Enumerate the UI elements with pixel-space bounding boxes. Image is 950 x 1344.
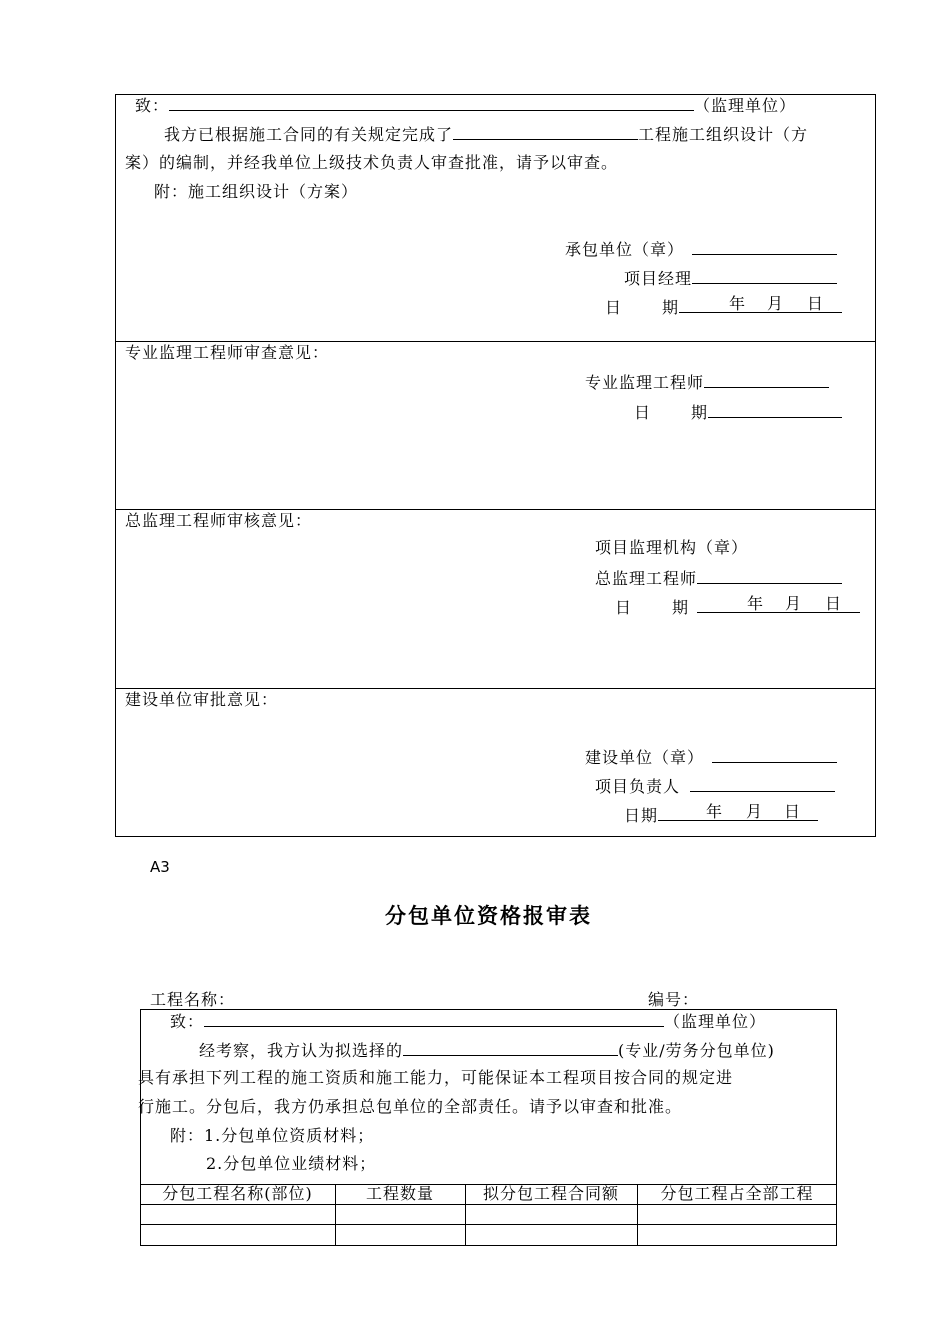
supervision-unit-blank[interactable] xyxy=(169,94,694,111)
subcontract-text-line2: 具有承担下列工程的施工资质和施工能力，可能保证本工程项目按合同的规定进 xyxy=(138,1068,734,1087)
form-code: A3 xyxy=(150,858,170,876)
table-row[interactable] xyxy=(141,1225,836,1245)
section-divider xyxy=(115,688,876,689)
engineer-section-title: 专业监理工程师审查意见： xyxy=(125,343,330,362)
section-divider xyxy=(115,341,876,342)
chief-date-line: 日 期 年 月 日 xyxy=(615,596,860,618)
supervision-unit-blank-2[interactable] xyxy=(204,1010,664,1027)
number-label: 编号： xyxy=(648,990,700,1009)
project-manager-blank[interactable] xyxy=(692,267,837,284)
project-name-blank[interactable] xyxy=(453,123,638,140)
table-header-subcontract-name: 分包工程名称(部位) xyxy=(162,1184,313,1203)
contractor-date-blank[interactable]: 年 月 日 xyxy=(679,296,842,313)
to-label: 致： xyxy=(135,96,170,115)
supervision-org-label: 项目监理机构（章） xyxy=(595,538,749,557)
chief-engineer-line: 总监理工程师 xyxy=(595,567,842,589)
chief-engineer-blank[interactable] xyxy=(697,567,842,584)
engineer-signature-blank[interactable] xyxy=(704,371,829,388)
table-header-contract-amount: 拟分包工程合同额 xyxy=(482,1184,619,1203)
attachment-note: 附：施工组织设计（方案） xyxy=(154,182,359,201)
attachment-1: 附：1.分包单位资质材料； xyxy=(170,1126,375,1145)
section-divider xyxy=(115,509,876,510)
approval-form-frame xyxy=(115,94,876,837)
owner-seal-blank[interactable] xyxy=(712,746,837,763)
form-title: 分包单位资格报审表 xyxy=(385,904,592,928)
chief-date-blank[interactable]: 年 月 日 xyxy=(697,596,860,613)
subcontract-text-line3: 行施工。分包后，我方仍承担总包单位的全部责任。请予以审查和批准。 xyxy=(138,1097,683,1116)
owner-person-line: 项目负责人 xyxy=(595,775,835,797)
engineer-signature-line: 专业监理工程师 xyxy=(585,371,829,393)
submission-text-line1: 我方已根据施工合同的有关规定完成了 工程施工组织设计（方 xyxy=(164,125,809,144)
owner-date-blank[interactable]: 年 月 日 xyxy=(658,804,818,821)
project-name-label: 工程名称： xyxy=(150,990,236,1009)
engineer-date-blank[interactable] xyxy=(708,401,842,418)
project-manager-line: 项目经理 xyxy=(624,267,837,289)
engineer-date-line: 日 期 xyxy=(634,401,842,423)
attachment-2: 2.分包单位业绩材料； xyxy=(206,1154,377,1173)
table-row[interactable] xyxy=(141,1205,836,1224)
subcontract-text-line1: 经考察，我方认为拟选择的 (专业/劳务分包单位) xyxy=(199,1041,775,1060)
subcontractor-blank[interactable] xyxy=(403,1039,618,1056)
table-header-percentage: 分包工程占全部工程 xyxy=(660,1184,814,1203)
to-line xyxy=(135,94,796,116)
to-suffix: （监理单位） xyxy=(694,96,797,115)
owner-unit-line: 建设单位（章） xyxy=(585,746,837,768)
contractor-seal-blank[interactable] xyxy=(692,238,837,255)
to-line-2: 致： （监理单位） xyxy=(170,1012,767,1031)
owner-section-title: 建设单位审批意见： xyxy=(125,690,279,709)
owner-date-line: 日期 年 月 日 xyxy=(624,804,818,826)
contractor-date-line: 日 期 年 月 日 xyxy=(605,296,842,318)
contractor-signature-line: 承包单位（章） xyxy=(565,238,837,260)
table-header-quantity: 工程数量 xyxy=(365,1184,434,1203)
submission-text-line2: 案）的编制，并经我单位上级技术负责人审查批准，请予以审查。 xyxy=(125,153,619,172)
owner-person-blank[interactable] xyxy=(690,775,835,792)
chief-section-title: 总监理工程师审核意见： xyxy=(125,511,313,530)
